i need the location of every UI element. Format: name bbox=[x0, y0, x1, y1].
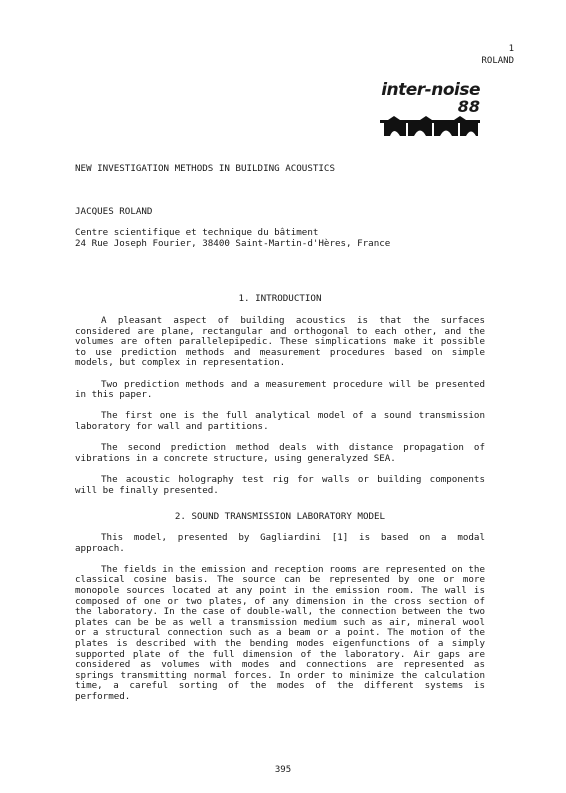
author-affiliation: Centre scientifique et technique du bâtiment bbox=[75, 227, 319, 238]
paragraph: The fields in the emission and reception rooms are represented on the classical cosine basis. The source can be represented by one or more monopole sources located at any point in the emission room. The wall is composed of one or two plates, of any dimension in the cross section of the laboratory. In the case of double-wall, the connection between the two plates can be be as well a transmission medium such as air, mineral wool or a structural connection such as a beam or a point. The motion of the plates is described with the bending modes eigenfunctions of a simply supported plate of the full dimension of the laboratory. Air gaps are considered as volumes with modes and connections are represented as springs transmitting normal forces. In order to minimize the calculation time, a careful sorting of the modes of the different systems is performed. bbox=[75, 563, 485, 702]
logo-bridge-icon bbox=[380, 116, 480, 138]
paragraph: This model, presented by Gagliardini [1] is based on a modal approach. bbox=[75, 532, 485, 554]
paragraph: The first one is the full analytical model of a sound transmission laboratory for wall and partitions. bbox=[75, 410, 485, 432]
section-heading-introduction: 1. INTRODUCTION bbox=[238, 293, 322, 304]
author-name: JACQUES ROLAND bbox=[75, 206, 153, 217]
paragraph: Two prediction methods and a measurement procedure will be presented in this paper. bbox=[75, 378, 485, 401]
paper-title: NEW INVESTIGATION METHODS IN BUILDING ACOUSTICS bbox=[75, 163, 335, 174]
logo-text: inter-noise bbox=[381, 80, 480, 100]
paragraph: The acoustic holography test rig for walls or building components will be finally presented. bbox=[75, 473, 485, 496]
footer-page-number: 395 bbox=[274, 765, 292, 775]
logo-year: 88 bbox=[457, 97, 480, 116]
conference-logo bbox=[380, 82, 480, 138]
header-author-tag: ROLAND bbox=[481, 56, 514, 66]
author-address: 24 Rue Joseph Fourier, 38400 Saint-Martin-d'Hères, France bbox=[75, 238, 391, 249]
paragraph: A pleasant aspect of building acoustics is that the surfaces considered are plane, rectangular and orthogonal to each other, and the volumes are often parallelepipedic. These simplications make it possible to use prediction methods and measurement procedures based on simple models, but complex in representation. bbox=[75, 315, 485, 369]
header-page-number: 1 bbox=[508, 44, 514, 54]
section-introduction-body bbox=[75, 316, 485, 507]
section-sound-transmission-body bbox=[75, 533, 485, 713]
paragraph: The second prediction method deals with distance propagation of vibrations in a concrete structure, using generalyzed SEA. bbox=[75, 442, 485, 464]
section-heading-sound-transmission: 2. SOUND TRANSMISSION LABORATORY MODEL bbox=[174, 511, 386, 522]
